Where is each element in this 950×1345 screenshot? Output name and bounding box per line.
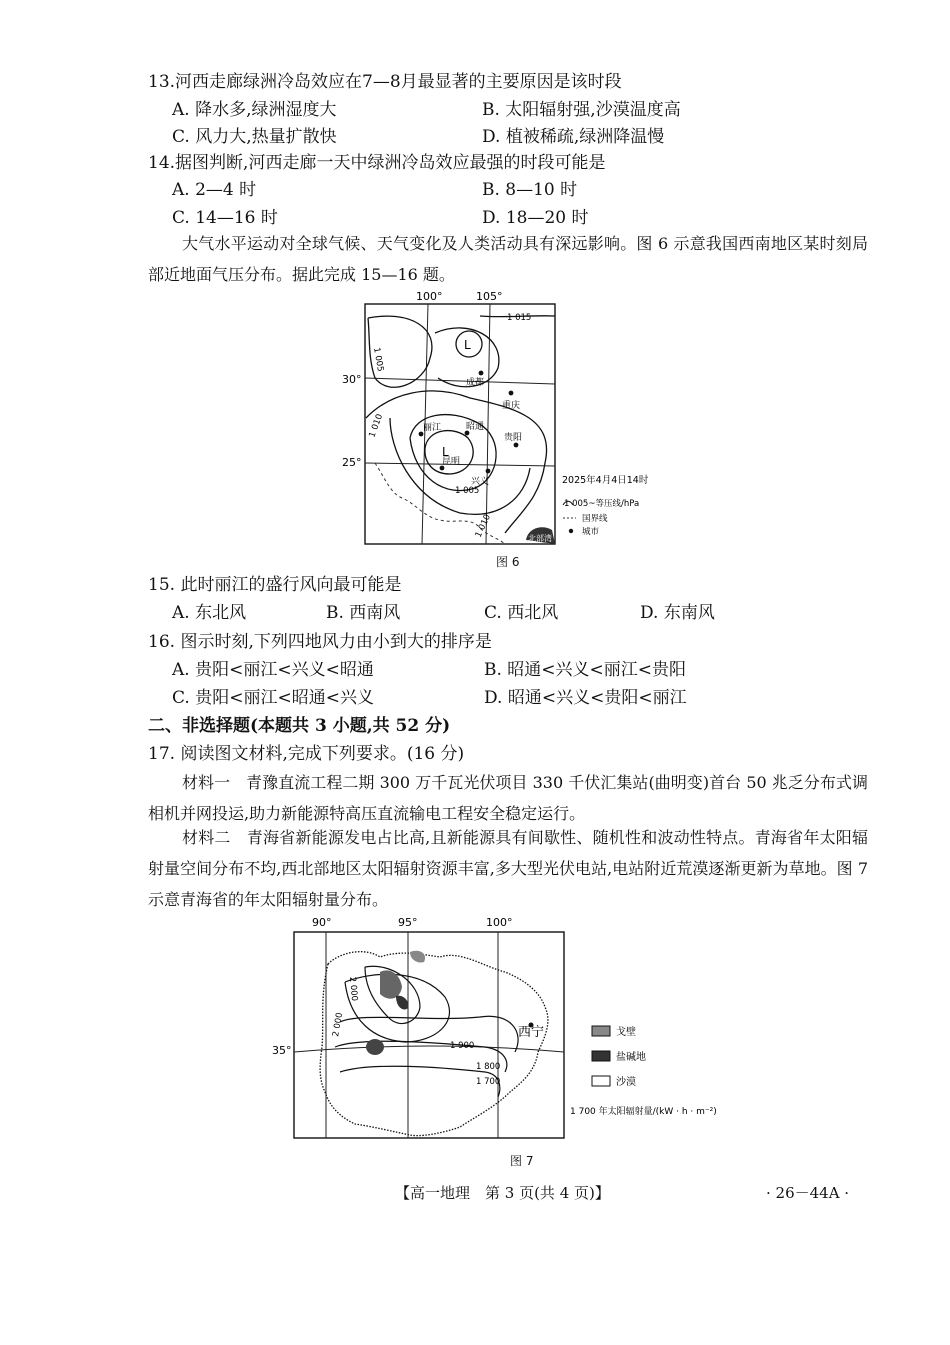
fig7-legend-desert: 沙漠: [616, 1077, 636, 1088]
fig6-iso-1015: 1 015: [507, 313, 532, 323]
isobar-inner-south: [425, 431, 473, 474]
fig7-c1900: 1 900: [450, 1041, 475, 1051]
fig6-iso-1005a: 1 005: [371, 346, 386, 373]
legend-gobi-swatch: [592, 1026, 610, 1036]
section-2-heading: 二、非选择题(本题共 3 小题,共 52 分): [148, 716, 451, 736]
fig7-lon-90: 90°: [312, 916, 332, 929]
q16-option-c: C. 贵阳<丽江<昭通<兴义: [172, 688, 374, 708]
q14-option-d: D. 18—20 时: [482, 208, 589, 228]
fig6-legend-border: 国界线: [582, 514, 608, 524]
q16-option-b: B. 昭通<兴义<丽江<贵阳: [484, 660, 687, 680]
intro-15-16-text: 大气水平运动对全球气候、天气变化及人类活动具有深远影响。图 6 示意我国西南地区某时刻局部近地面气压分布。据此完成 15—16 题。: [148, 234, 868, 284]
fig6-legend-city: 城市: [582, 527, 600, 537]
fig7-c1700: 1 700: [476, 1077, 501, 1087]
saline-area-2: [366, 1039, 384, 1055]
q17-stem: 17. 阅读图文材料,完成下列要求。(16 分): [148, 744, 465, 764]
parallel-30: [365, 378, 555, 384]
city-dot-chongqing: [509, 391, 514, 396]
fig6-lon-100: 100°: [416, 290, 443, 303]
legend-city-mark: [569, 529, 573, 533]
fig7-lat-35: 35°: [272, 1044, 292, 1057]
q13-option-c: C. 风力大,热量扩散快: [172, 127, 337, 147]
fig6-city-chongqing: 重庆: [502, 401, 521, 411]
q14-option-b: B. 8—10 时: [482, 180, 578, 200]
fig6-legend-isobar: 1 005~等压线/hPa: [564, 499, 640, 509]
fig6-city-chengdu: 成都: [466, 378, 485, 388]
q17-material-2-text: 材料二 青海省新能源发电占比高,且新能源具有间歇性、随机性和波动性特点。青海省年太阳辐射量空间分布不均,西北部地区太阳辐射资源丰富,多大型光伏电站,电站附近荒漠逐渐更新为草地。图 7 示意青海省的年太阳辐射量分布。: [148, 828, 868, 909]
fig6-lon-105: 105°: [476, 290, 503, 303]
fig6-iso-1005b: 1 005: [455, 486, 480, 496]
fig6-lat-25: 25°: [342, 456, 362, 469]
q14-option-a: A. 2—4 时: [172, 180, 257, 200]
footer-code: · 26－44A ·: [766, 1184, 850, 1202]
fig6-date: 2025年4月4日14时: [562, 475, 649, 486]
figure-7-caption: 图 7: [510, 1154, 534, 1168]
fig7-lon-95: 95°: [398, 916, 418, 929]
q15-option-d: D. 东南风: [640, 603, 715, 623]
fig6-city-xingyi: 兴义: [471, 477, 490, 487]
fig7-city-xining: 西宁: [518, 1025, 545, 1040]
figure-6-map: [330, 288, 660, 573]
footer-page-info: 【高一地理 第 3 页(共 4 页)】: [395, 1184, 610, 1202]
q17-material-2: [148, 822, 868, 915]
figure-6-caption: 图 6: [496, 555, 520, 569]
intro-15-16: [148, 228, 868, 290]
legend-desert-swatch: [592, 1076, 610, 1086]
fig7-legend-saline: 盐碱地: [616, 1052, 646, 1063]
q15-option-a: A. 东北风: [172, 603, 247, 623]
q13-option-a: A. 降水多,绿洲湿度大: [172, 100, 337, 120]
q15-stem: 15. 此时丽江的盛行风向最可能是: [148, 575, 402, 595]
q13-option-b: B. 太阳辐射强,沙漠温度高: [482, 100, 681, 120]
fig7-c2000a: 2 000: [347, 976, 360, 1002]
meridian-105: [486, 304, 490, 544]
fig7-legend-gobi: 戈壁: [616, 1027, 636, 1038]
fig6-iso-1010b: 1 010: [473, 512, 494, 540]
figure-6: [330, 288, 660, 573]
figure-7: [270, 912, 790, 1152]
q16-option-a: A. 贵阳<丽江<兴义<昭通: [172, 660, 374, 680]
fig6-city-beibuwan: 北部湾: [528, 534, 552, 543]
q13-option-d: D. 植被稀疏,绿洲降温慢: [482, 127, 665, 147]
fig7-lon-100: 100°: [486, 916, 513, 929]
q17-material-1: [148, 767, 868, 829]
q17-material-1-text: 材料一 青豫直流工程二期 300 万千瓦光伏项目 330 千伏汇集站(曲明变)首台 50 兆乏分布式调相机并网投运,助力新能源特高压直流输电工程安全稳定运行。: [148, 773, 868, 823]
q15-option-b: B. 西南风: [326, 603, 401, 623]
fig7-c2000b: 2 000: [331, 1011, 346, 1038]
legend-saline-swatch: [592, 1051, 610, 1061]
q16-option-d: D. 昭通<兴义<贵阳<丽江: [484, 688, 687, 708]
q16-stem: 16. 图示时刻,下列四地风力由小到大的排序是: [148, 632, 492, 652]
figure-6-frame: [365, 304, 555, 544]
fig6-city-lijiang: 丽江: [423, 423, 442, 433]
city-dot-guiyang: [514, 443, 519, 448]
fig6-iso-1010a: 1 010: [367, 412, 386, 440]
fig6-city-guiyang: 贵阳: [504, 433, 523, 443]
fig6-low-south: L: [442, 445, 449, 459]
parallel-35: [294, 1046, 564, 1052]
city-dot-chengdu: [479, 371, 484, 376]
fig6-city-zhaotong: 昭通: [466, 422, 485, 432]
saline-area-1: [396, 996, 408, 1010]
q13-stem: 13.河西走廊绿洲冷岛效应在7—8月最显著的主要原因是该时段: [148, 72, 622, 92]
q14-stem: 14.据图判断,河西走廊一天中绿洲冷岛效应最强的时段可能是: [148, 153, 606, 173]
figure-7-map: [270, 912, 790, 1152]
gobi-area-2: [410, 951, 425, 963]
city-dot-xingyi: [486, 469, 491, 474]
fig7-c1800: 1 800: [476, 1062, 501, 1072]
q15-option-c: C. 西北风: [484, 603, 559, 623]
fig6-low-north: L: [464, 338, 471, 352]
q14-option-c: C. 14—16 时: [172, 208, 278, 228]
fig6-city-kunming: 昆明: [442, 457, 461, 467]
fig6-lat-30: 30°: [342, 373, 362, 386]
fig7-legend-iso: 1 700 年太阳辐射量/(kW · h · m⁻²): [570, 1107, 717, 1117]
